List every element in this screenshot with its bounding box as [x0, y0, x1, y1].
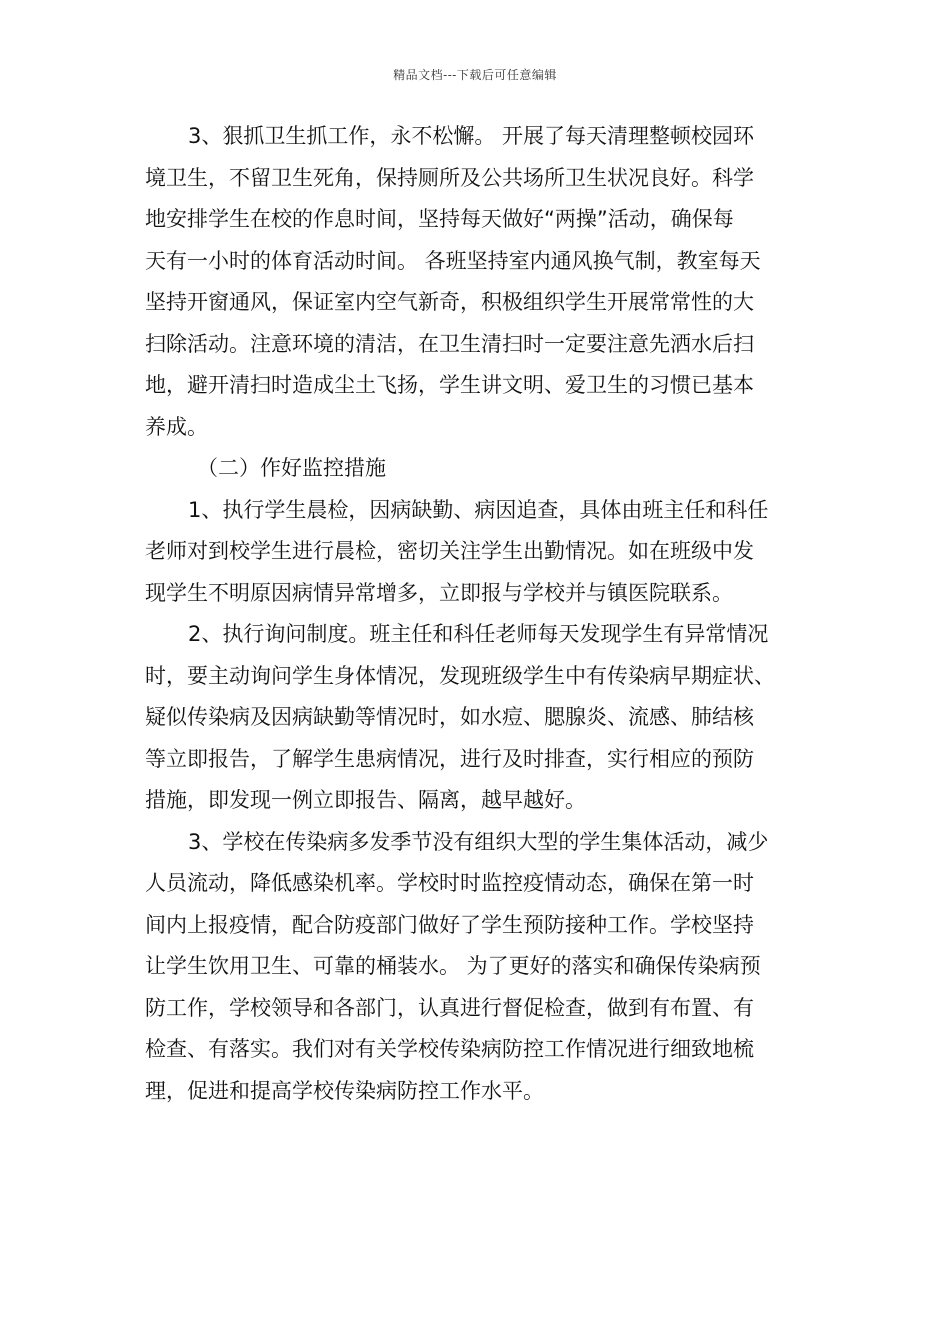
paragraph-line: 等立即报告，了解学生患病情况，进行及时排查，实行相应的预防 [145, 746, 754, 771]
paragraph-line: 3、狠抓卫生抓工作，永不松懈。 开展了每天清理整顿校园环 [188, 124, 755, 148]
paragraph-line: 措施，即发现一例立即报告、隔离，越早越好。 [145, 788, 586, 812]
paragraph-line: 现学生不明原因病情异常增多，立即报与学校并与镇医院联系。 [145, 580, 733, 605]
paragraph-line: 疑似传染病及因病缺勤等情况时，如水痘、腮腺炎、流感、肺结核 [145, 705, 754, 729]
paragraph-line: 让学生饮用卫生、可靠的桶装水。 为了更好的落实和确保传染病预 [145, 954, 761, 978]
paragraph-line: 境卫生，不留卫生死角，保持厕所及公共场所卫生状况良好。科学 [145, 165, 754, 190]
paragraph-line: 人员流动，降低感染机率。学校时时监控疫情动态，确保在第一时 [145, 871, 754, 895]
paragraph-line: 天有一小时的体育活动时间。 各班坚持室内通风换气制，教室每天 [145, 248, 761, 273]
paragraph-line: 坚持开窗通风，保证室内空气新奇，积极组织学生开展常常性的大 [145, 290, 754, 314]
paragraph-line: 理，促进和提高学校传染病防控工作水平。 [145, 1078, 544, 1103]
paragraph-line: 1、执行学生晨检，因病缺勤、病因追查，具体由班主任和科任 [188, 497, 769, 522]
section-heading: （二）作好监控措施 [197, 456, 386, 480]
paragraph-line: 地，避开清扫时造成尘土飞扬，学生讲文明、爱卫生的习惯已基本 [145, 373, 754, 397]
paragraph-line: 养成。 [145, 414, 208, 439]
paragraph-line: 防工作，学校领导和各部门，认真进行督促检查，做到有布置、有 [145, 995, 754, 1020]
paragraph-line: 扫除活动。注意环境的清洁，在卫生清扫时一定要注意先洒水后扫 [145, 331, 754, 356]
paragraph-line: 地安排学生在校的作息时间，坚持每天做好“两操”活动，确保每 [145, 207, 734, 231]
paragraph-line: 老师对到校学生进行晨检，密切关注学生出勤情况。如在班级中发 [145, 539, 754, 563]
page-header: 精品文档---下载后可任意编辑 [393, 68, 557, 82]
paragraph-line: 检查、有落实。我们对有关学校传染病防控工作情况进行细致地梳 [145, 1037, 754, 1061]
paragraph-line: 间内上报疫情，配合防疫部门做好了学生预防接种工作。学校坚持 [145, 912, 754, 937]
document-body [145, 116, 810, 1112]
paragraph-line: 2、执行询问制度。班主任和科任老师每天发现学生有异常情况 [188, 622, 769, 646]
paragraph-line: 3、学校在传染病多发季节没有组织大型的学生集体活动，减少 [188, 829, 769, 854]
paragraph-line: 时，要主动询问学生身体情况，发现班级学生中有传染病早期症状、 [145, 663, 775, 688]
